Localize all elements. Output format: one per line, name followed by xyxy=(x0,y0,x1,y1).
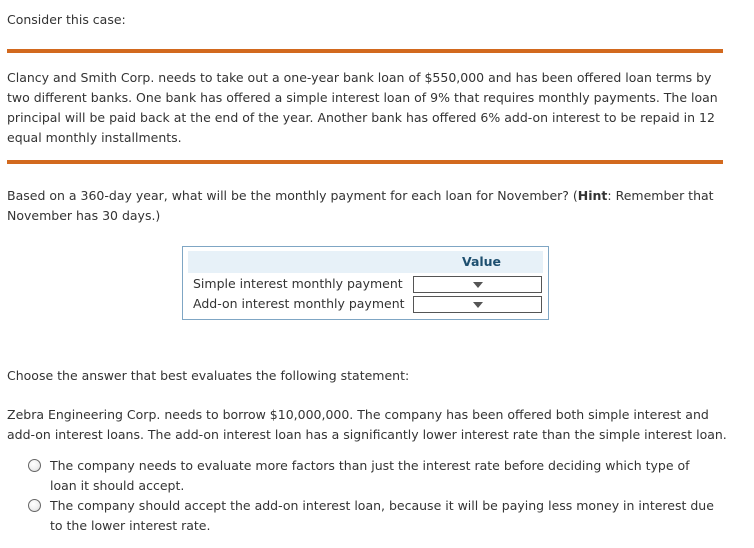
row-label-addon: Add-on interest monthly payment xyxy=(193,296,405,311)
chevron-down-icon xyxy=(473,302,483,308)
option-1-radio[interactable] xyxy=(28,459,41,472)
question-2-statement: Zebra Engineering Corp. needs to borrow $10,000,000. The company has been offered both simple interest and add-on interest loans. The add-on interest loan has a significantly lower interest rate than the simple interest loan. xyxy=(7,407,727,442)
middle-divider xyxy=(7,160,723,164)
top-divider xyxy=(7,49,723,53)
case-paragraph: Clancy and Smith Corp. needs to take out a one-year bank loan of $550,000 and has been offered loan terms by two different banks. One bank has offered a simple interest loan of 9% that requires monthly payments. The loan principal will be paid back at the end of the year. Another bank has offered 6% add-on interest to be repaid in 12 equal monthly installments. xyxy=(7,70,718,145)
option-2-text[interactable]: The company should accept the add-on interest loan, because it will be paying less money in interest due to the lower interest rate. xyxy=(50,498,714,533)
question-1-suffix: : Remember that November has 30 days.) xyxy=(7,188,714,223)
table-header xyxy=(188,251,543,273)
option-1-text[interactable]: The company needs to evaluate more factors than just the interest rate before deciding which type of loan it should accept. xyxy=(50,458,690,493)
question-1 xyxy=(7,186,729,226)
simple-payment-dropdown[interactable] xyxy=(413,276,542,293)
addon-payment-dropdown[interactable] xyxy=(413,296,542,313)
intro-text: Consider this case: xyxy=(7,12,126,27)
payment-table xyxy=(182,246,549,320)
option-2-radio[interactable] xyxy=(28,499,41,512)
row-label-simple: Simple interest monthly payment xyxy=(193,276,403,291)
hint-label: Hint xyxy=(577,188,608,203)
value-column-header: Value xyxy=(461,254,502,269)
question-2-prompt: Choose the answer that best evaluates the following statement: xyxy=(7,368,410,383)
chevron-down-icon xyxy=(473,282,483,288)
question-1-prefix: Based on a 360-day year, what will be the monthly payment for each loan for November? ( xyxy=(7,188,578,203)
